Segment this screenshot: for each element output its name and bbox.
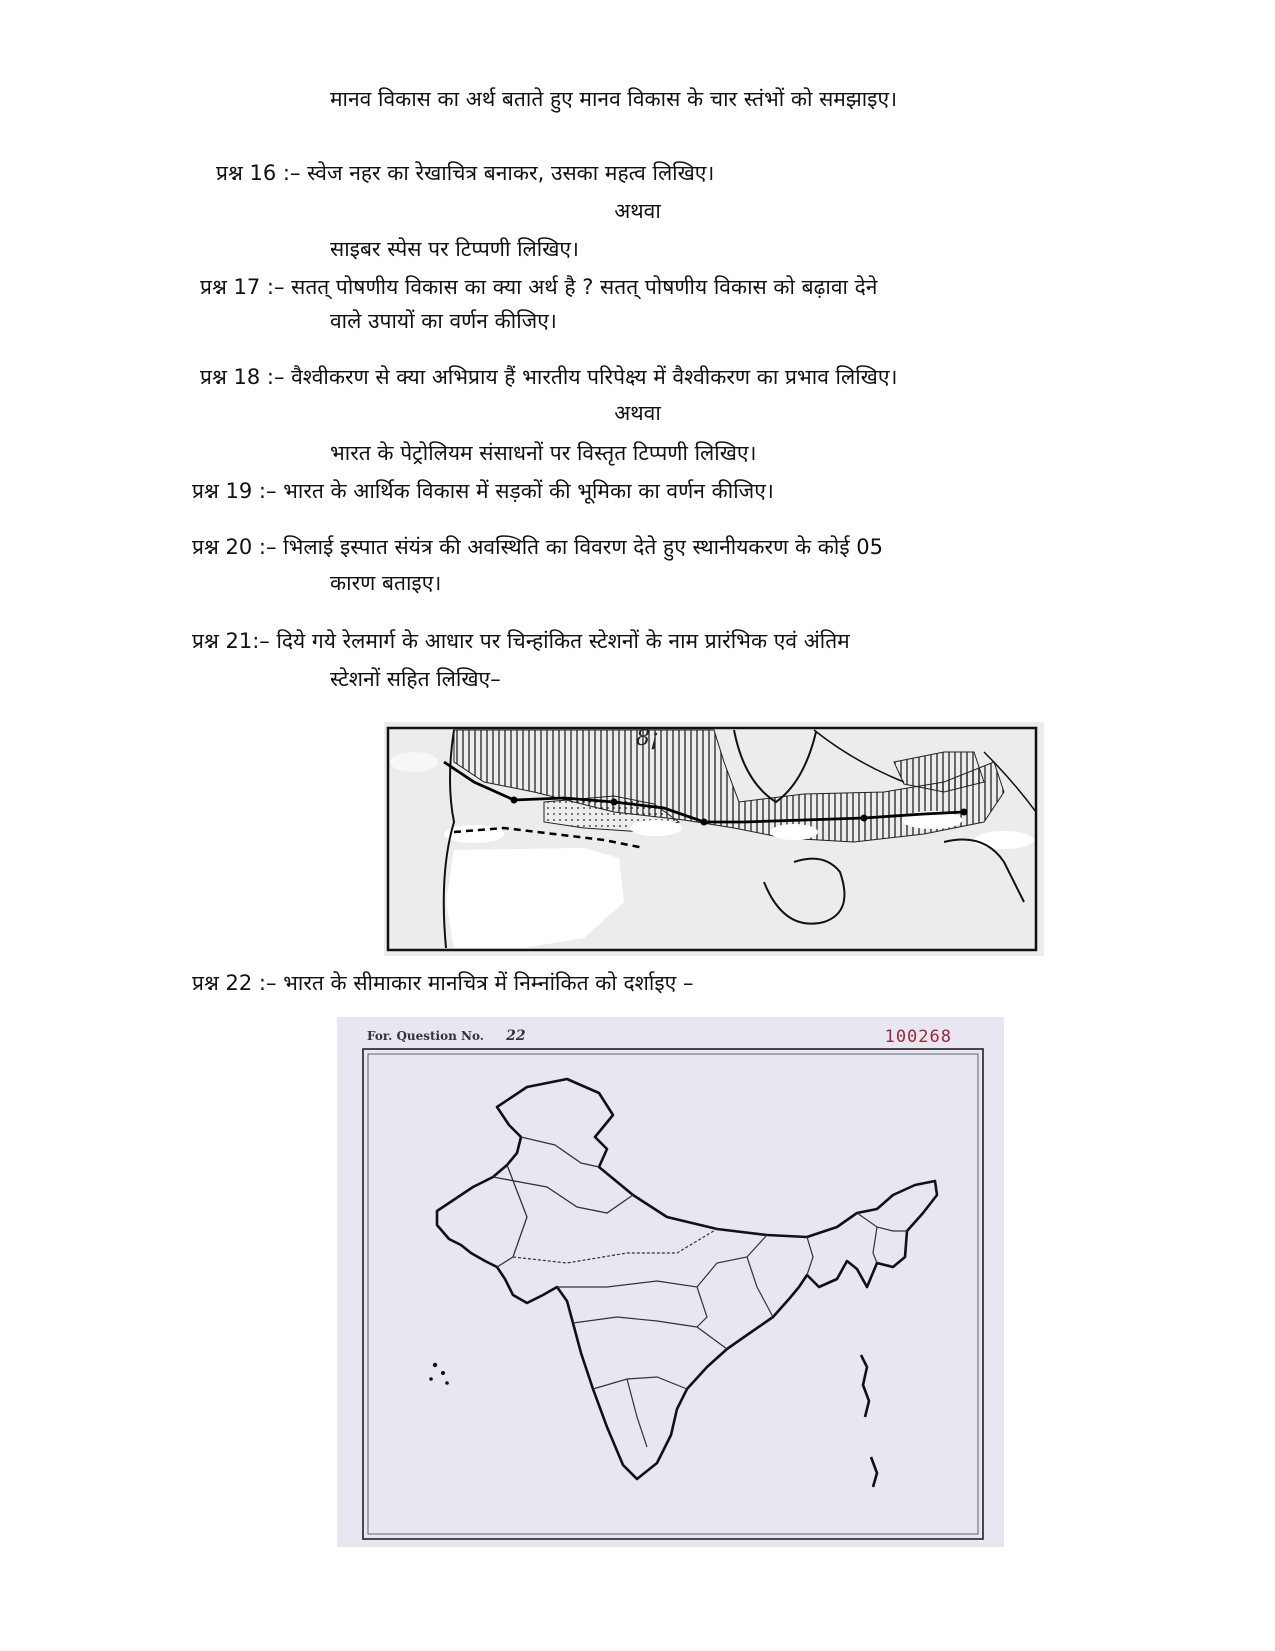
q17-line2: वाले उपायों का वर्णन कीजिए। [330,309,557,333]
q19-label: प्रश्न 19 :– [192,479,284,503]
q18-or: अथवा [614,401,661,425]
q18 [200,362,897,392]
q20-line1: भिलाई इस्पात संयंत्र की अवस्थिति का विवरण देते हुए स्थानीयकरण के कोई 05 [283,535,884,559]
q16-text: स्वेज नहर का रेखाचित्र बनाकर, उसका महत्व लिखिए। [307,161,715,185]
map-question-prefix: For. Question No. [367,1029,484,1043]
q20-label: प्रश्न 20 :– [192,535,284,559]
q15-alternative: मानव विकास का अर्थ बताते हुए मानव विकास के चार स्तंभों को समझाइए। [330,87,898,111]
india-map-drawing [337,1017,1004,1547]
map-code: 100268 [884,1027,952,1047]
q20 [192,532,883,562]
q17-label: प्रश्न 17 :– [200,275,292,299]
rail-map-mark: 8¡ [636,726,659,751]
q21-line1: दिये गये रेलमार्ग के आधार पर चिन्हांकित स्टेशनों के नाम प्रारंभिक एवं अंतिम [276,629,850,653]
q16-label: प्रश्न 16 :– [216,161,308,185]
q18-label: प्रश्न 18 :– [200,365,292,389]
q17-line1: सतत् पोषणीय विकास का क्या अर्थ है ? सतत् पोषणीय विकास को बढ़ावा देने [291,275,878,299]
q19-text: भारत के आर्थिक विकास में सड़कों की भूमिका का वर्णन कीजिए। [283,479,774,503]
q18-text: वैश्वीकरण से क्या अभिप्राय हैं भारतीय परिपेक्ष्य में वैश्वीकरण का प्रभाव लिखिए। [291,365,898,389]
q22-text: भारत के सीमाकार मानचित्र में निम्नांकित को दर्शाइए – [283,971,694,995]
q21-label: प्रश्न 21:– [192,629,277,653]
railway-route-map [384,722,1044,956]
q17 [200,272,877,302]
q21 [192,626,850,656]
q20-line2: कारण बताइए। [330,571,442,595]
map-question-number: 22 [506,1028,526,1044]
q16 [216,158,714,188]
q21-line2: स्टेशनों सहित लिखिए– [330,667,501,691]
q19 [192,476,774,506]
india-outline-map [337,1017,1004,1547]
q16-alternative: साइबर स्पेस पर टिप्पणी लिखिए। [330,237,579,261]
railway-map-drawing [384,722,1044,956]
q18-alternative: भारत के पेट्रोलियम संसाधनों पर विस्तृत टिप्पणी लिखिए। [330,441,757,465]
q22-label: प्रश्न 22 :– [192,971,284,995]
q22 [192,968,693,998]
q16-or: अथवा [614,199,661,223]
